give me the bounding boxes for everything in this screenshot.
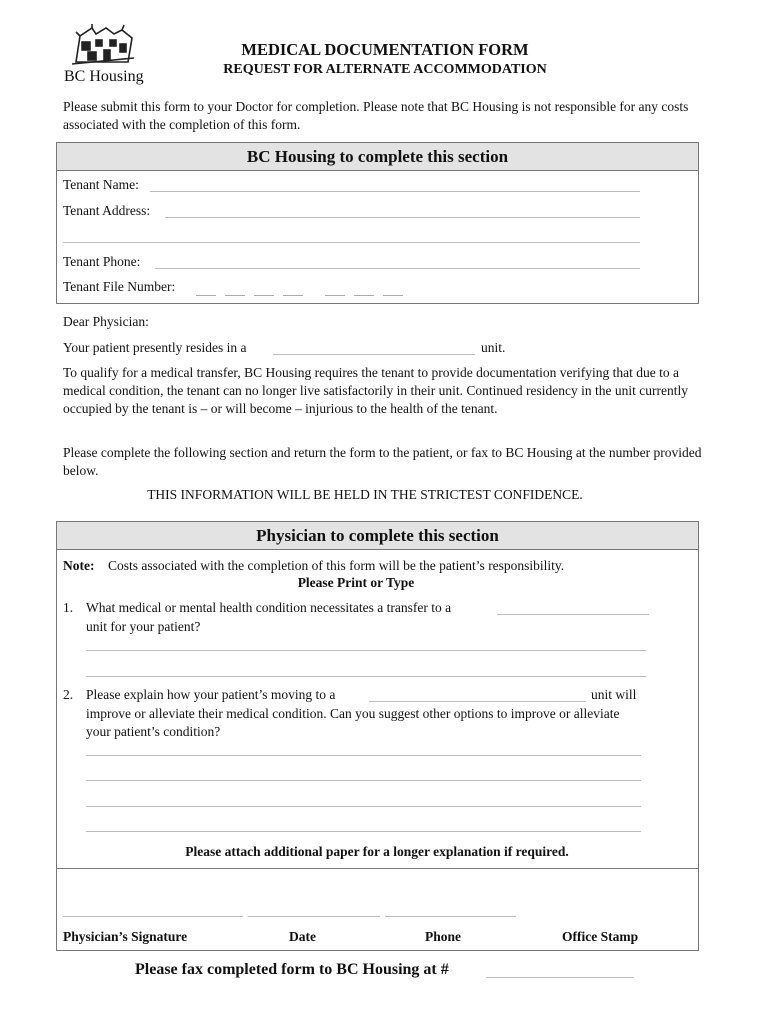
signature-divider <box>56 868 699 869</box>
q2-text-cont: improve or alleviate their medical condition. Can you suggest other options to improve or alleviate your patient’s condition? <box>86 706 620 739</box>
tenant-address-field-2[interactable] <box>63 242 640 243</box>
signature-label: Physician’s Signature <box>63 929 188 944</box>
logo-text: BC Housing <box>64 68 144 85</box>
tenant-address-field[interactable] <box>165 217 640 218</box>
resides-unit-text: unit. <box>481 340 506 355</box>
q2-unit-field[interactable] <box>369 701 586 702</box>
phone-field[interactable] <box>385 916 516 917</box>
q1-unit-field[interactable] <box>497 614 649 615</box>
q1-number: 1. <box>63 600 74 615</box>
q2-answer-line-3[interactable] <box>86 806 641 807</box>
tenant-phone-field[interactable] <box>155 268 640 269</box>
q2-answer-line-1[interactable] <box>86 755 641 756</box>
date-field[interactable] <box>248 916 380 917</box>
print-instruction: Please Print or Type <box>297 575 415 590</box>
unit-type-field[interactable] <box>273 354 475 355</box>
q1-answer-line-1[interactable] <box>86 650 646 651</box>
tenant-phone-label: Tenant Phone: <box>63 254 141 269</box>
qualify-text: To qualify for a medical transfer, BC Housing requires the tenant to provide documentation verifying that due to a medical condition, the tenant can no longer live satisfactorily in their unit. Continued residency in the unit currently occupied by the tenant is – or will become – injurious to the health of the tenant. <box>63 365 688 416</box>
bc-section-heading: BC Housing to complete this section <box>57 143 698 171</box>
tenant-file-label: Tenant File Number: <box>63 279 176 294</box>
note-label: Note: <box>63 558 95 573</box>
tenant-address-label: Tenant Address: <box>63 203 151 218</box>
confidence-text: THIS INFORMATION WILL BE HELD IN THE STRICTEST CONFIDENCE. <box>147 487 583 502</box>
attach-note: Please attach additional paper for a longer explanation if required. <box>185 844 569 859</box>
q1-text: What medical or mental health condition necessitates a transfer to a <box>86 600 452 615</box>
tenant-name-field[interactable] <box>150 191 640 192</box>
signature-field[interactable] <box>63 916 243 917</box>
q1-text-cont: unit for your patient? <box>86 619 201 634</box>
fax-number-field[interactable] <box>486 977 634 978</box>
fax-instruction: Please fax completed form to BC Housing at # <box>135 961 449 978</box>
tenant-file-field[interactable] <box>196 283 412 301</box>
q2-text: Please explain how your patient’s moving to a <box>86 687 336 702</box>
q2-number: 2. <box>63 687 74 702</box>
tenant-name-label: Tenant Name: <box>63 177 139 192</box>
date-label: Date <box>289 929 316 944</box>
office-stamp-label: Office Stamp <box>562 929 639 944</box>
q2-text-unit: unit will <box>591 687 637 702</box>
form-subtitle: REQUEST FOR ALTERNATE ACCOMMODATION <box>223 62 547 77</box>
phone-label: Phone <box>425 929 462 944</box>
resides-text: Your patient presently resides in a <box>63 340 247 355</box>
return-text: Please complete the following section and return the form to the patient, or fax to BC Housing at the number provided below. <box>63 445 702 478</box>
q2-answer-line-2[interactable] <box>86 780 641 781</box>
form-title: MEDICAL DOCUMENTATION FORM <box>241 40 529 59</box>
q1-answer-line-2[interactable] <box>86 676 646 677</box>
physician-section-heading: Physician to complete this section <box>57 522 698 550</box>
q2-answer-line-4[interactable] <box>86 831 641 832</box>
note-text: Costs associated with the completion of this form will be the patient’s responsibility. <box>108 558 565 573</box>
salutation: Dear Physician: <box>63 314 149 329</box>
intro-text: Please submit this form to your Doctor for completion. Please note that BC Housing is not responsible for any costs associated with the completion of this form. <box>63 99 689 132</box>
